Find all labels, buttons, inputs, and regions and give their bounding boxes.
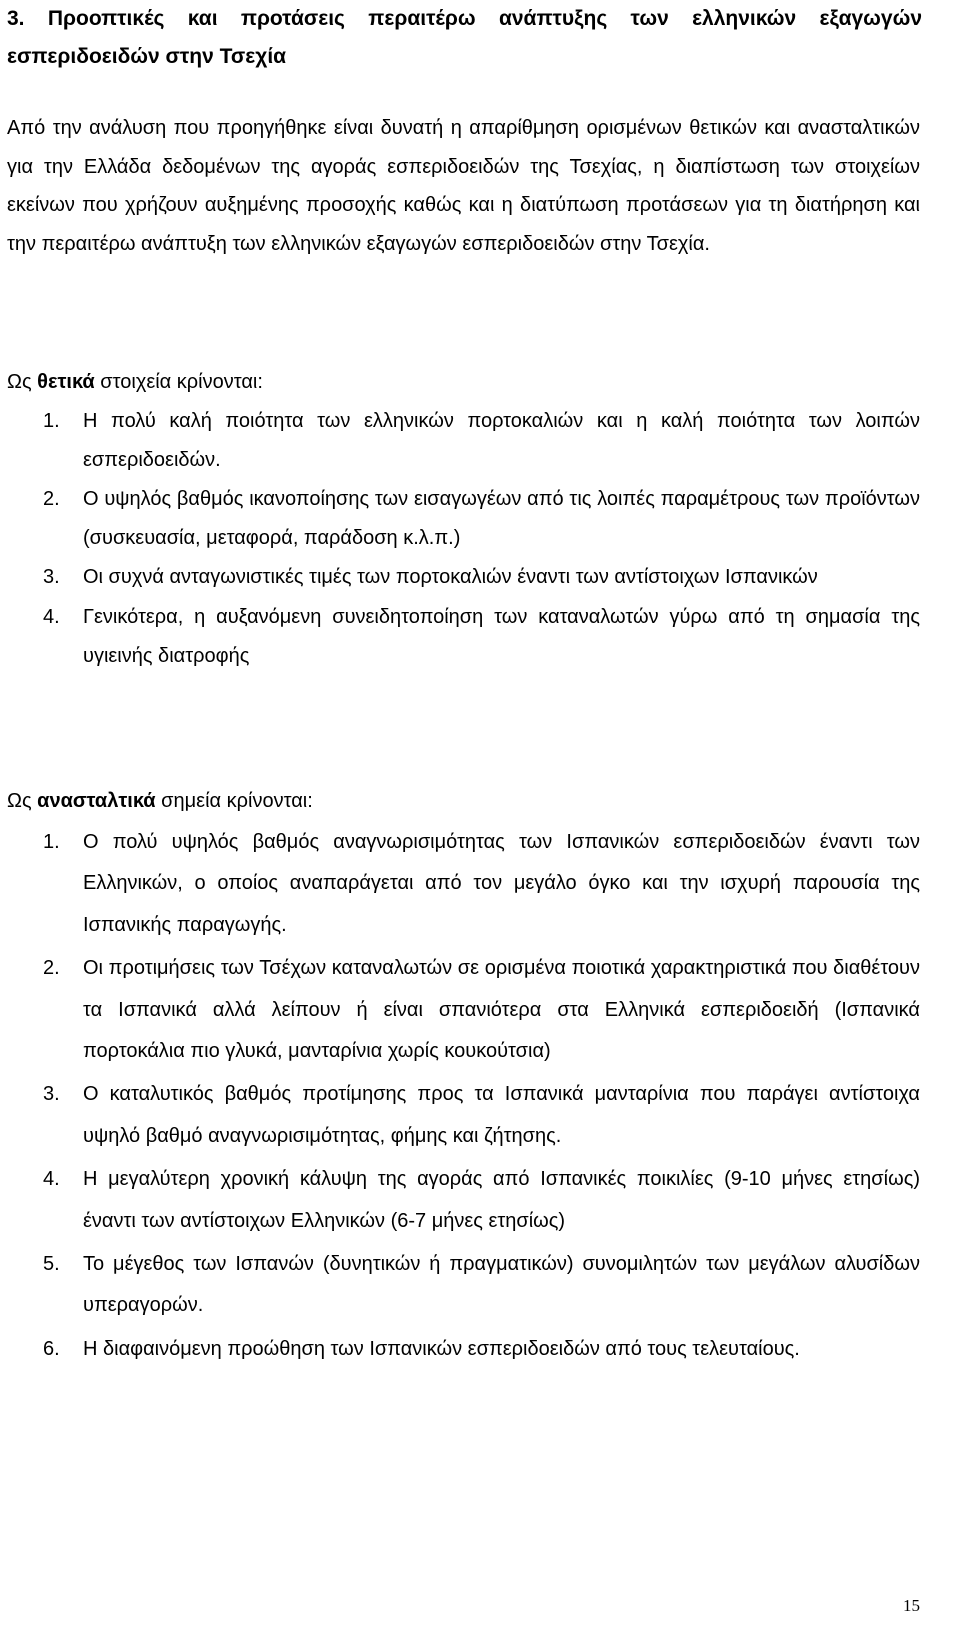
- positive-label-after: στοιχεία κρίνονται:: [94, 371, 263, 393]
- list-item: [43, 402, 920, 479]
- list-item: [43, 948, 920, 1072]
- list-item-text: Ο υψηλός βαθμός ικανοποίησης των εισαγωγέων από τις λοιπές παραμέτρους των προϊόντων (συσκευασία, μεταφορά, παράδοση κ.λ.π.): [83, 488, 920, 549]
- list-item: [43, 480, 920, 557]
- negative-points-list: [43, 822, 920, 1372]
- page-number: 15: [903, 1596, 920, 1615]
- list-item: [43, 1159, 920, 1242]
- intro-paragraph: Από την ανάλυση που προηγήθηκε είναι δυνατή η απαρίθμηση ορισμένων θετικών και ανασταλτικών για την Ελλάδα δεδομένων της αγοράς εσπεριδοειδών της Τσεχίας, η διαπίστωση των στοιχείων εκείνων που χρήζουν αυξημένης προσοχής καθώς και η διατύπωση προτάσεων για τη διατήρηση και την περαιτέρω ανάπτυξη των ελληνικών εξαγωγών εσπεριδοειδών στην Τσεχία.: [7, 117, 920, 255]
- positive-label-before: Ως: [7, 371, 38, 393]
- list-item: [43, 1244, 920, 1327]
- list-item-text: Η διαφαινόμενη προώθηση των Ισπανικών εσπεριδοειδών από τους τελευταίους.: [83, 1337, 800, 1360]
- positive-points-label: [7, 363, 263, 401]
- negative-label-before: Ως: [7, 790, 38, 812]
- list-item-number: 1.: [43, 410, 60, 432]
- list-item-number: 5.: [43, 1253, 60, 1276]
- section-number: 3.: [7, 7, 25, 30]
- list-item-number: 6.: [43, 1337, 60, 1360]
- list-item-text: Οι προτιμήσεις των Τσέχων καταναλωτών σε ορισμένα ποιοτικά χαρακτηριστικά που διαθέτουν τα Ισπανικά αλλά λείπουν ή είναι σπανιότερα στα Ελληνικά εσπεριδοειδή (Ισπανικά πορτοκάλια πιο γλυκά, μανταρίνια χωρίς κουκούτσια): [83, 957, 920, 1063]
- list-item-text: Η μεγαλύτερη χρονική κάλυψη της αγοράς από Ισπανικές ποικιλίες (9-10 μήνες ετησίως) έναντι των αντίστοιχων Ελληνικών (6-7 μήνες ετησίως): [83, 1168, 920, 1232]
- list-item-number: 4.: [43, 1168, 60, 1191]
- positive-label-bold: θετικά: [37, 371, 95, 393]
- list-item-number: 3.: [43, 1083, 60, 1106]
- list-item: [43, 598, 920, 675]
- list-item: [43, 558, 920, 597]
- positive-points-list: [43, 402, 920, 676]
- negative-label-after: σημεία κρίνονται:: [155, 790, 313, 812]
- list-item-number: 3.: [43, 566, 60, 589]
- negative-label-bold: ανασταλτικά: [37, 790, 156, 812]
- negative-points-label: [7, 782, 313, 820]
- list-item-text: Οι συχνά ανταγωνιστικές τιμές των πορτοκαλιών έναντι των αντίστοιχων Ισπανικών: [83, 566, 818, 589]
- list-item: [43, 822, 920, 946]
- list-item-text: Το μέγεθος των Ισπανών (δυνητικών ή πραγματικών) συνομιλητών των μεγάλων αλυσίδων υπεραγορών.: [83, 1253, 920, 1317]
- list-item: [43, 1074, 920, 1157]
- list-item-text: Ο πολύ υψηλός βαθμός αναγνωρισιμότητας των Ισπανικών εσπεριδοειδών έναντι των Ελληνικών, ο οποίος αναπαράγεται από τον μεγάλο όγκο και την ισχυρή παρουσία της Ισπανικής παραγωγής.: [83, 831, 920, 936]
- list-item-number: 4.: [43, 605, 60, 628]
- section-title: Προοπτικές και προτάσεις περαιτέρω ανάπτυξης των ελληνικών εξαγωγών εσπεριδοειδών στην Τσεχία: [7, 7, 922, 68]
- list-item-text: Η πολύ καλή ποιότητα των ελληνικών πορτοκαλιών και η καλή ποιότητα των λοιπών εσπεριδοειδών.: [83, 410, 920, 471]
- section-heading: [7, 0, 922, 76]
- list-item-number: 1.: [43, 831, 60, 853]
- list-item-number: 2.: [43, 957, 60, 980]
- list-item-number: 2.: [43, 488, 60, 511]
- list-item-text: Ο καταλυτικός βαθμός προτίμησης προς τα Ισπανικά μανταρίνια που παράγει αντίστοιχα υψηλό βαθμό αναγνωρισιμότητας, φήμης και ζήτησης.: [83, 1083, 920, 1147]
- list-item-text: Γενικότερα, η αυξανόμενη συνειδητοποίηση των καταναλωτών γύρω από τη σημασία της υγιεινής διατροφής: [83, 605, 920, 667]
- list-item: [43, 1329, 920, 1370]
